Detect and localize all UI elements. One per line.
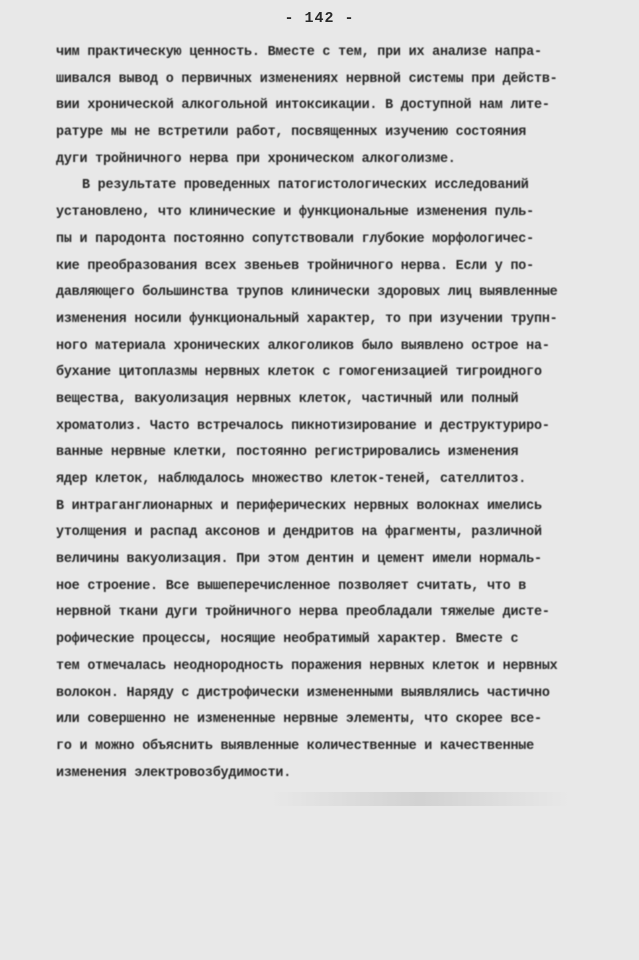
text-line: вещества, вакуолизация нервных клеток, частичный или полный (56, 391, 519, 407)
text-line: волокон. Наряду с дистрофически измененными выявлялись частично (56, 685, 550, 701)
text-line: В интраганглионарных и периферических нервных волокнах имелись (56, 498, 542, 514)
text-line: установлено, что клинические и функциональные изменения пуль- (56, 205, 534, 221)
text-line: ванные нервные клетки, постоянно регистрировались изменения (56, 445, 519, 461)
text-line: нервной ткани дуги тройничного нерва преобладали тяжелые дисте- (56, 605, 550, 621)
text-line: ного материала хронических алкоголиков было выявлено острое на- (56, 338, 550, 354)
text-line: дуги тройничного нерва при хроническом алкоголизме. (56, 151, 456, 167)
text-line: ратуре мы не встретили работ, посвященных изучению состояния (56, 125, 527, 141)
text-line: ядер клеток, наблюдалось множество клеток-теней, сателлитоз. (56, 472, 527, 487)
text-line: или совершенно не измененные нервные элементы, что скорее все- (56, 712, 542, 728)
text-line: пы и пародонта постоянно сопутствовали глубокие морфологичес- (56, 231, 534, 247)
text-line: рофические процессы, носящие необратимый характер. Вместе с (56, 632, 519, 648)
text-line: шивался вывод о первичных изменениях нервной системы при действ- (56, 71, 558, 87)
text-line: хроматолиз. Часто встречалось пикнотизирование и деструктуриро- (56, 418, 550, 434)
text-line: вии хронической алкогольной интоксикации. В доступной нам лите- (56, 98, 550, 114)
text-line: кие преобразования всех звеньев тройничного нерва. Если у по- (56, 258, 534, 274)
text-line: изменения электровозбудимости. (56, 765, 292, 781)
page-number: - 142 - (284, 10, 355, 27)
text-line: утолщения и распад аксонов и дендритов на фрагменты, различной (56, 525, 542, 541)
text-line: давляющего большинства трупов клинически здоровых лиц выявленные (56, 285, 558, 301)
text-line: чим практическую ценность. Вместе с тем, при их анализе напра- (56, 45, 542, 60)
text-line: тем отмечалась неоднородность поражения нервных клеток и нервных (56, 658, 558, 674)
scan-artifact (270, 792, 570, 806)
text-line: бухание цитоплазмы нервных клеток с гомогенизацией тигроидного (56, 365, 542, 381)
text-line: ное строение. Все вышеперечисленное позволяет считать, что в (56, 578, 527, 594)
text-line: величины вакуолизация. При этом дентин и цемент имели нормаль- (56, 552, 542, 568)
body-text (56, 40, 592, 787)
text-line: го и можно объяснить выявленные количественные и качественные (56, 738, 534, 754)
text-line: изменения носили функциональный характер, то при изучении трупн- (56, 311, 558, 327)
text-line: В результате проведенных патогистологических исследований (82, 178, 529, 194)
